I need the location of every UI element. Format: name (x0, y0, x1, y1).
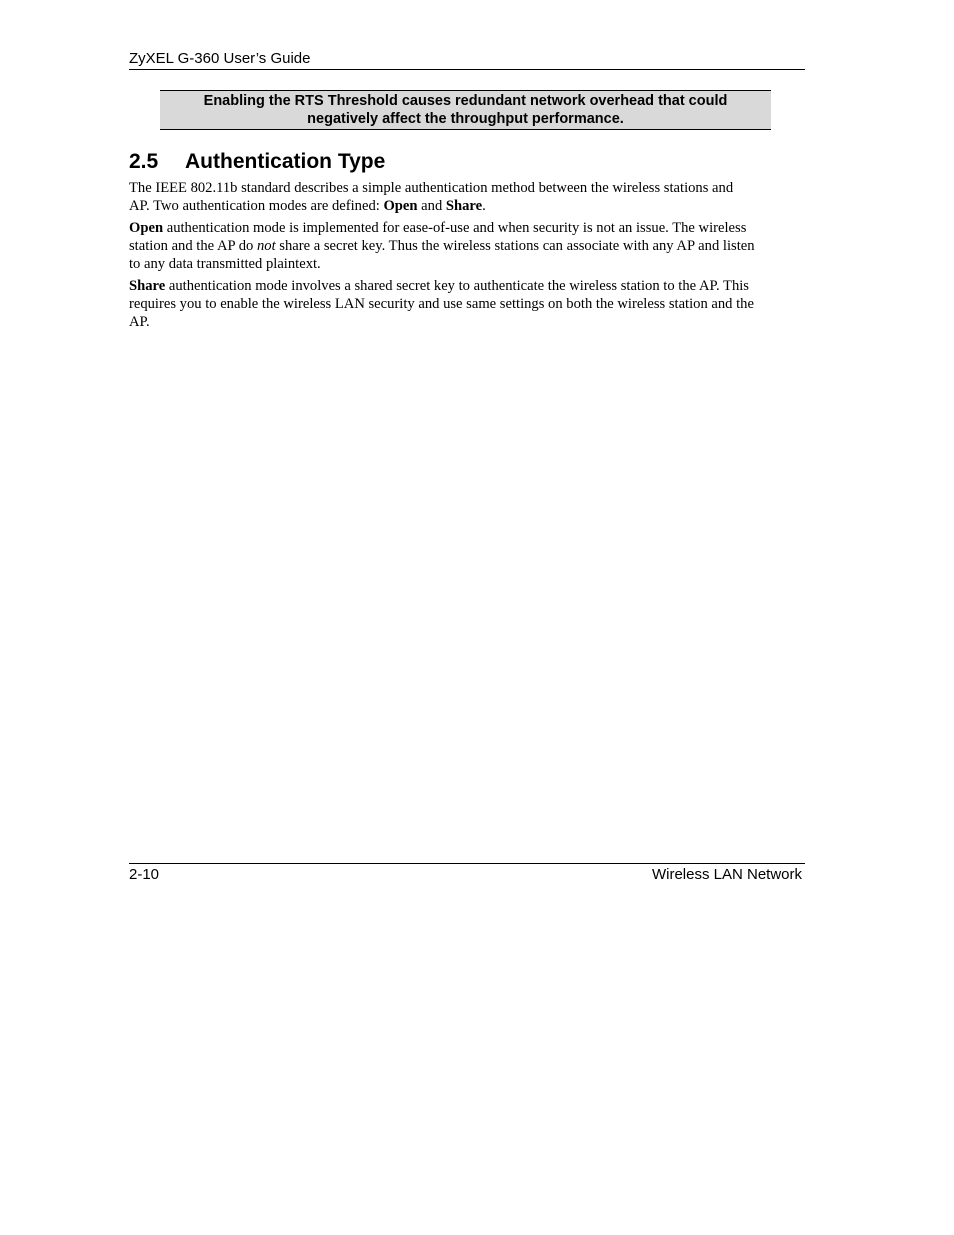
share-line-2: requires you to enable the wireless LAN security and use same settings on both the wireless station and the (129, 296, 754, 312)
share-line-1: authentication mode involves a shared secret key to authenticate the wireless station to the AP. This (165, 278, 749, 294)
running-footer (129, 863, 805, 884)
body-text (129, 179, 809, 335)
note-line-2: negatively affect the throughput performance. (307, 111, 624, 127)
running-header (129, 49, 805, 70)
not-emphasis: not (256, 238, 276, 254)
chapter-name: Wireless LAN Network (651, 866, 802, 883)
section-title: Authentication Type (185, 150, 386, 173)
share-lead: Share (129, 278, 166, 294)
open-line-1: authentication mode is implemented for ease-of-use and when security is not an issue. The wireless (163, 220, 747, 236)
header-title: ZyXEL G-360 User’s Guide (129, 50, 311, 67)
section-heading (129, 148, 385, 176)
intro-line-1: The IEEE 802.11b standard describes a simple authentication method between the wireless stations and (129, 180, 734, 196)
open-line-2-start: station and the AP do (129, 238, 257, 254)
section-number: 2.5 (129, 150, 159, 173)
open-lead: Open (129, 220, 164, 236)
share-line-3: AP. (129, 314, 150, 330)
note-box (160, 90, 771, 130)
share-term: Share (445, 198, 483, 214)
paragraph-open (129, 219, 809, 273)
intro-and: and (417, 198, 446, 214)
open-line-2-end: share a secret key. Thus the wireless stations can associate with any AP and listen (275, 238, 755, 254)
paragraph-share (129, 277, 809, 331)
open-term: Open (383, 198, 418, 214)
open-line-3: to any data transmitted plaintext. (129, 256, 321, 272)
paragraph-intro (129, 179, 809, 215)
intro-end: . (482, 198, 486, 214)
note-line-1: Enabling the RTS Threshold causes redundant network overhead that could (203, 93, 728, 109)
intro-line-2-start: AP. Two authentication modes are defined: (129, 198, 384, 214)
page-number: 2-10 (129, 866, 160, 883)
